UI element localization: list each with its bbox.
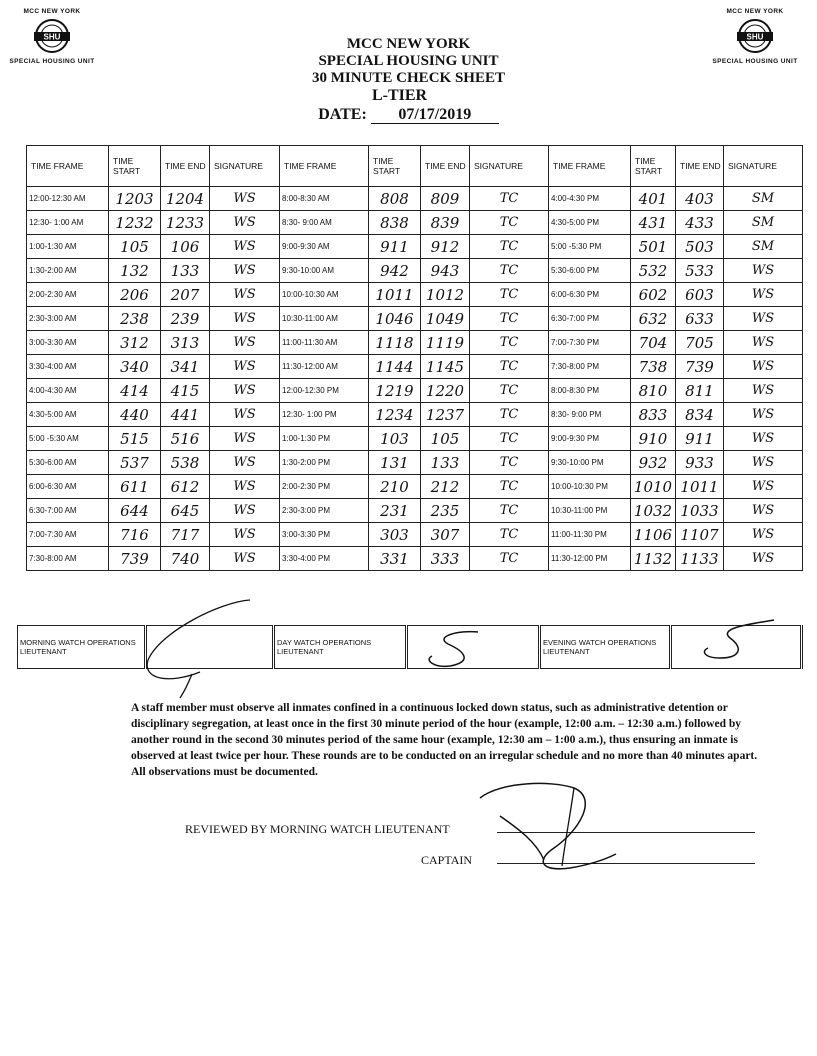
col-header: TIME END [676,146,724,187]
time-frame-cell: 9:30-10:00 AM [280,259,369,283]
time-end-cell[interactable]: 1133 [676,547,724,571]
time-start-cell[interactable]: 739 [109,547,161,571]
time-frame-cell: 8:30- 9:00 PM [549,403,631,427]
time-start-cell[interactable]: 431 [631,211,676,235]
table-row [27,451,803,475]
signature-cell[interactable]: WS [210,235,280,259]
time-end-cell[interactable]: 313 [161,331,210,355]
time-start-cell[interactable]: 132 [109,259,161,283]
time-frame-cell: 8:00-8:30 PM [549,379,631,403]
time-end-cell[interactable]: 503 [676,235,724,259]
signature-cell[interactable]: WS [724,259,803,283]
time-start-cell[interactable]: 231 [369,499,421,523]
signature-cell[interactable]: TC [470,427,549,451]
time-start-cell[interactable]: 738 [631,355,676,379]
time-start-cell[interactable]: 1132 [631,547,676,571]
signature-cell[interactable]: TC [470,235,549,259]
time-start-cell[interactable]: 103 [369,427,421,451]
time-frame-cell: 5:30-6:00 PM [549,259,631,283]
time-end-cell[interactable]: 333 [421,547,470,571]
time-start-cell[interactable]: 537 [109,451,161,475]
time-end-cell[interactable]: 809 [421,187,470,211]
time-frame-cell: 3:30-4:00 AM [27,355,109,379]
signature-cell[interactable]: TC [470,403,549,427]
time-start-cell[interactable]: 716 [109,523,161,547]
signature-cell[interactable]: SM [724,187,803,211]
time-frame-cell: 1:00-1:30 PM [280,427,369,451]
signature-cell[interactable]: TC [470,523,549,547]
time-frame-cell: 6:30-7:00 PM [549,307,631,331]
signature-cell[interactable]: TC [470,379,549,403]
signature-cell[interactable]: TC [470,211,549,235]
logo-top-text: MCC NEW YORK [726,8,784,15]
signature-cell[interactable]: WS [210,451,280,475]
time-end-cell[interactable]: 839 [421,211,470,235]
signature-cell[interactable]: WS [210,187,280,211]
signature-cell[interactable]: WS [210,499,280,523]
time-end-cell[interactable]: 441 [161,403,210,427]
table-row [27,331,803,355]
table-row [27,187,803,211]
time-end-cell[interactable]: 106 [161,235,210,259]
time-end-cell[interactable]: 307 [421,523,470,547]
table-body [27,187,803,571]
time-start-cell[interactable]: 1011 [369,283,421,307]
time-end-cell[interactable]: 633 [676,307,724,331]
table-row [27,427,803,451]
time-start-cell[interactable]: 704 [631,331,676,355]
signature-cell[interactable]: WS [724,379,803,403]
signature-cell[interactable]: TC [470,547,549,571]
time-frame-cell: 6:30-7:00 AM [27,499,109,523]
time-start-cell[interactable]: 414 [109,379,161,403]
signature-cell[interactable]: TC [470,475,549,499]
time-end-cell[interactable]: 912 [421,235,470,259]
time-start-cell[interactable]: 942 [369,259,421,283]
signature-cell[interactable]: WS [724,283,803,307]
col-header: SIGNATURE [724,146,803,187]
document-header [0,36,817,124]
time-end-cell[interactable]: 341 [161,355,210,379]
signature-cell[interactable]: WS [210,379,280,403]
time-start-cell[interactable]: 838 [369,211,421,235]
col-header: SIGNATURE [210,146,280,187]
time-start-cell[interactable]: 644 [109,499,161,523]
time-end-cell[interactable]: 811 [676,379,724,403]
time-frame-cell: 8:30- 9:00 AM [280,211,369,235]
time-end-cell[interactable]: 212 [421,475,470,499]
signature-cell[interactable]: WS [724,475,803,499]
time-start-cell[interactable]: 206 [109,283,161,307]
signature-cell[interactable]: WS [724,403,803,427]
day-watch-label: DAY WATCH OPERATIONS LIEUTENANT [274,626,407,669]
lieutenant-signature-mark [470,776,620,876]
header-sheet-title: 30 MINUTE CHECK SHEET [312,70,505,86]
time-end-cell[interactable]: 538 [161,451,210,475]
day-watch-signature-mark [420,626,490,670]
time-end-cell[interactable]: 433 [676,211,724,235]
signature-cell[interactable]: WS [210,427,280,451]
time-start-cell[interactable]: 932 [631,451,676,475]
time-end-cell[interactable]: 533 [676,259,724,283]
date-value: 07/17/2019 [371,106,499,124]
signature-cell[interactable]: WS [210,259,280,283]
signature-cell[interactable]: WS [724,331,803,355]
time-frame-cell: 3:30-4:00 PM [280,547,369,571]
time-end-cell[interactable]: 133 [161,259,210,283]
morning-watch-signature-mark [140,592,270,702]
time-frame-cell: 3:00-3:30 AM [27,331,109,355]
signature-cell[interactable]: TC [470,283,549,307]
time-end-cell[interactable]: 911 [676,427,724,451]
table-header-row [27,146,803,187]
time-start-cell[interactable]: 131 [369,451,421,475]
time-start-cell[interactable]: 910 [631,427,676,451]
signature-cell[interactable]: SM [724,235,803,259]
time-start-cell[interactable]: 501 [631,235,676,259]
table-row [27,283,803,307]
check-sheet-table [26,145,803,571]
table-row [27,475,803,499]
time-start-cell[interactable]: 1118 [369,331,421,355]
col-header: TIME START [369,146,421,187]
time-start-cell[interactable]: 911 [369,235,421,259]
col-header: TIME FRAME [280,146,369,187]
time-start-cell[interactable]: 808 [369,187,421,211]
time-start-cell[interactable]: 401 [631,187,676,211]
time-start-cell[interactable]: 105 [109,235,161,259]
time-start-cell[interactable]: 1106 [631,523,676,547]
signature-cell[interactable]: TC [470,307,549,331]
time-end-cell[interactable]: 740 [161,547,210,571]
col-header: TIME START [631,146,676,187]
time-end-cell[interactable]: 645 [161,499,210,523]
signature-cell[interactable]: WS [210,475,280,499]
signature-cell[interactable]: TC [470,355,549,379]
col-header: TIME START [109,146,161,187]
time-end-cell[interactable]: 1237 [421,403,470,427]
time-end-cell[interactable]: 612 [161,475,210,499]
time-frame-cell: 10:00-10:30 AM [280,283,369,307]
signature-cell[interactable]: WS [724,523,803,547]
col-header: TIME FRAME [27,146,109,187]
time-start-cell[interactable]: 611 [109,475,161,499]
signature-cell[interactable]: TC [470,187,549,211]
logo-top-text: MCC NEW YORK [23,8,81,15]
time-start-cell[interactable]: 632 [631,307,676,331]
signature-cell[interactable]: WS [724,355,803,379]
signature-cell[interactable]: TC [470,331,549,355]
signature-cell[interactable]: TC [470,259,549,283]
time-frame-cell: 6:00-6:30 PM [549,283,631,307]
signature-cell[interactable]: WS [210,547,280,571]
svg-text:SHU: SHU [746,32,764,42]
header-tier: L-TIER [371,87,428,104]
signature-cell[interactable]: TC [470,499,549,523]
time-frame-cell: 1:30-2:00 PM [280,451,369,475]
time-start-cell[interactable]: 238 [109,307,161,331]
signature-cell[interactable]: WS [210,403,280,427]
time-end-cell[interactable]: 1033 [676,499,724,523]
table-row [27,379,803,403]
time-start-cell[interactable]: 331 [369,547,421,571]
time-start-cell[interactable]: 1203 [109,187,161,211]
signature-cell[interactable]: WS [210,355,280,379]
evening-watch-signature-mark [690,614,780,664]
time-frame-cell: 1:30-2:00 AM [27,259,109,283]
time-frame-cell: 5:00 -5:30 AM [27,427,109,451]
captain-label: CAPTAIN [421,853,473,867]
signature-cell[interactable]: WS [724,307,803,331]
time-frame-cell: 2:30-3:00 AM [27,307,109,331]
table-row [27,211,803,235]
time-frame-cell: 3:00-3:30 PM [280,523,369,547]
table-row [27,355,803,379]
time-end-cell[interactable]: 133 [421,451,470,475]
time-end-cell[interactable]: 415 [161,379,210,403]
header-facility: MCC NEW YORK [346,36,471,52]
time-frame-cell: 7:00-7:30 PM [549,331,631,355]
table-row [27,547,803,571]
time-end-cell[interactable]: 834 [676,403,724,427]
time-frame-cell: 8:00-8:30 AM [280,187,369,211]
col-header: TIME FRAME [549,146,631,187]
time-frame-cell: 7:30-8:00 AM [27,547,109,571]
signature-cell[interactable]: WS [210,307,280,331]
time-start-cell[interactable]: 1232 [109,211,161,235]
col-header: TIME END [161,146,210,187]
time-end-cell[interactable]: 1220 [421,379,470,403]
table-row [27,523,803,547]
time-start-cell[interactable]: 1010 [631,475,676,499]
time-frame-cell: 2:00-2:30 PM [280,475,369,499]
evening-watch-label: EVENING WATCH OPERATIONS LIEUTENANT [540,626,671,669]
time-end-cell[interactable]: 1119 [421,331,470,355]
time-frame-cell: 4:30-5:00 AM [27,403,109,427]
date-line [0,106,817,124]
time-end-cell[interactable]: 105 [421,427,470,451]
time-frame-cell: 4:00-4:30 AM [27,379,109,403]
time-end-cell[interactable]: 1145 [421,355,470,379]
table-row [27,403,803,427]
time-end-cell[interactable]: 933 [676,451,724,475]
time-frame-cell: 11:00-11:30 PM [549,523,631,547]
time-frame-cell: 9:00-9:30 AM [280,235,369,259]
time-end-cell[interactable]: 403 [676,187,724,211]
logo-bottom-text: SPECIAL HOUSING UNIT [9,58,95,65]
header-unit: SPECIAL HOUSING UNIT [318,53,499,69]
time-frame-cell: 11:00-11:30 AM [280,331,369,355]
time-frame-cell: 2:00-2:30 AM [27,283,109,307]
time-start-cell[interactable]: 810 [631,379,676,403]
time-frame-cell: 9:00-9:30 PM [549,427,631,451]
time-end-cell[interactable]: 1233 [161,211,210,235]
signature-cell[interactable]: WS [210,283,280,307]
time-end-cell[interactable]: 207 [161,283,210,307]
time-frame-cell: 11:30-12:00 PM [549,547,631,571]
watch-signature-table [17,625,803,669]
time-end-cell[interactable]: 739 [676,355,724,379]
time-start-cell[interactable]: 1144 [369,355,421,379]
time-end-cell[interactable]: 705 [676,331,724,355]
time-start-cell[interactable]: 340 [109,355,161,379]
time-frame-cell: 12:00-12:30 AM [27,187,109,211]
table-row [27,259,803,283]
time-frame-cell: 1:00-1:30 AM [27,235,109,259]
time-end-cell[interactable]: 1049 [421,307,470,331]
time-frame-cell: 5:30-6:00 AM [27,451,109,475]
time-frame-cell: 2:30-3:00 PM [280,499,369,523]
time-end-cell[interactable]: 1204 [161,187,210,211]
time-start-cell[interactable]: 440 [109,403,161,427]
time-end-cell[interactable]: 516 [161,427,210,451]
time-frame-cell: 11:30-12:00 AM [280,355,369,379]
table-row [27,235,803,259]
time-frame-cell: 10:00-10:30 PM [549,475,631,499]
table-row [27,499,803,523]
time-frame-cell: 7:30-8:00 PM [549,355,631,379]
time-start-cell[interactable]: 210 [369,475,421,499]
signature-cell[interactable]: WS [210,211,280,235]
time-start-cell[interactable]: 833 [631,403,676,427]
signature-cell[interactable]: SM [724,211,803,235]
time-frame-cell: 10:30-11:00 PM [549,499,631,523]
time-frame-cell: 7:00-7:30 AM [27,523,109,547]
time-end-cell[interactable]: 1011 [676,475,724,499]
reviewed-by-label: REVIEWED BY MORNING WATCH LIEUTENANT [185,822,450,836]
signature-cell[interactable]: WS [724,451,803,475]
time-start-cell[interactable]: 532 [631,259,676,283]
time-start-cell[interactable]: 1046 [369,307,421,331]
morning-watch-label: MORNING WATCH OPERATIONS LIEUTENANT [18,626,146,669]
signature-cell[interactable]: WS [210,523,280,547]
time-end-cell[interactable]: 943 [421,259,470,283]
time-frame-cell: 5:00 -5:30 PM [549,235,631,259]
time-frame-cell: 10:30-11:00 AM [280,307,369,331]
time-end-cell[interactable]: 239 [161,307,210,331]
time-start-cell[interactable]: 1219 [369,379,421,403]
table-row [27,307,803,331]
time-start-cell[interactable]: 1032 [631,499,676,523]
time-frame-cell: 12:30- 1:00 PM [280,403,369,427]
time-frame-cell: 4:30-5:00 PM [549,211,631,235]
time-start-cell[interactable]: 303 [369,523,421,547]
time-end-cell[interactable]: 235 [421,499,470,523]
signature-cell[interactable]: WS [724,499,803,523]
time-start-cell[interactable]: 1234 [369,403,421,427]
time-start-cell[interactable]: 515 [109,427,161,451]
time-end-cell[interactable]: 717 [161,523,210,547]
date-label: DATE: [318,106,367,123]
time-end-cell[interactable]: 603 [676,283,724,307]
time-start-cell[interactable]: 312 [109,331,161,355]
svg-text:SHU: SHU [43,32,61,42]
instructions-paragraph: A staff member must observe all inmates confined in a continuous locked down status, such as administrative detention or disciplinary segregation, at least once in the first 30 minute period of the hour (example, 12:00 a.m. – 12:30 a.m.) followed by another round in the second 30 minutes period of the same hour (example, 12:30 am – 1:00 a.m.), thus ensuring an inmate is observed at least twice per hour. These rounds are to be conducted on an irregular schedule and no more than 40 minutes apart. All observations must be documented. [131,702,758,778]
signature-cell[interactable]: WS [210,331,280,355]
signature-cell[interactable]: TC [470,451,549,475]
time-frame-cell: 9:30-10:00 PM [549,451,631,475]
col-header: SIGNATURE [470,146,549,187]
time-frame-cell: 12:00-12:30 PM [280,379,369,403]
time-end-cell[interactable]: 1107 [676,523,724,547]
time-start-cell[interactable]: 602 [631,283,676,307]
col-header: TIME END [421,146,470,187]
time-frame-cell: 12:30- 1:00 AM [27,211,109,235]
time-end-cell[interactable]: 1012 [421,283,470,307]
signature-cell[interactable]: WS [724,427,803,451]
signature-cell[interactable]: WS [724,547,803,571]
logo-bottom-text: SPECIAL HOUSING UNIT [712,58,798,65]
time-frame-cell: 6:00-6:30 AM [27,475,109,499]
time-frame-cell: 4:00-4:30 PM [549,187,631,211]
